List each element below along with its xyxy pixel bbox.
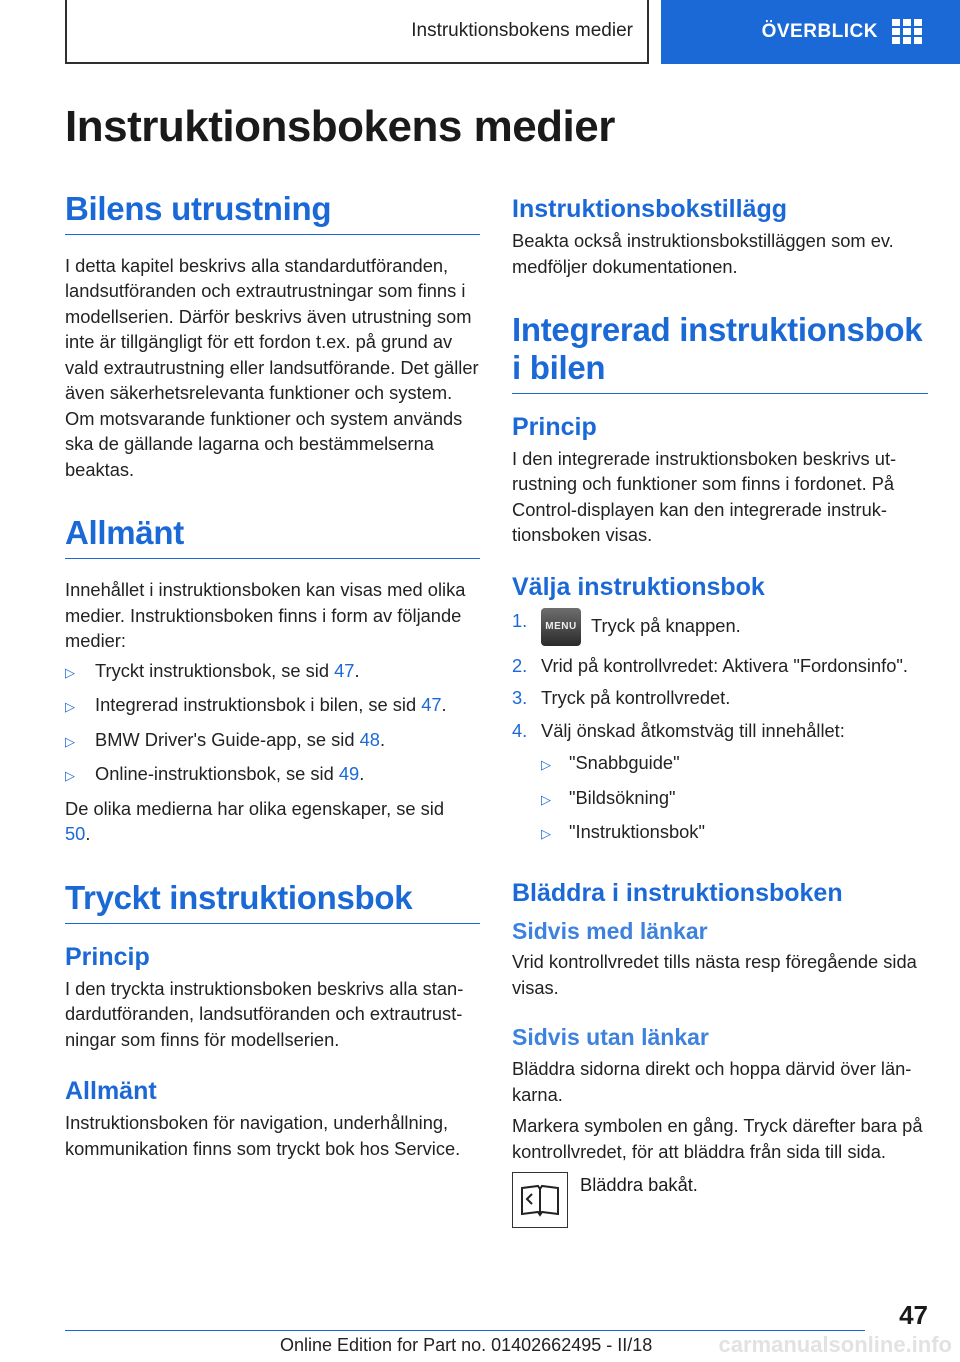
with-links-paragraph: Vrid kontrollvredet tills nästa resp föregående sida visas. <box>512 951 917 998</box>
access-options-list <box>541 750 928 847</box>
page-link[interactable]: 47 <box>421 694 442 716</box>
overview-tab[interactable] <box>661 0 960 64</box>
steps-list <box>512 608 928 744</box>
list-item: 2. Vrid på kontrollvredet: Aktivera "Fordonsinfo". <box>512 654 908 676</box>
list-item: 4. Välj önskad åtkomstväg till innehållet: <box>512 719 845 741</box>
subheading-with-links: Sidvis med länkar <box>512 917 708 944</box>
list-item: ▷ Online-instruktionsbok, se sid 49. <box>65 761 480 789</box>
list-item: 1. MENU Tryck på knappen. <box>512 608 928 646</box>
subheading-principle: Princip <box>65 942 150 971</box>
list-item: 3. Tryck på kontrollvredet. <box>512 687 731 709</box>
header-section-tab[interactable] <box>65 0 649 64</box>
grid-icon <box>892 19 922 45</box>
page-link[interactable]: 50 <box>65 823 86 845</box>
section-title-printed-manual: Tryckt instruktionsbok <box>65 879 480 924</box>
list-item: ▷ BMW Driver's Guide-app, se sid 48. <box>65 727 480 755</box>
without-links-paragraph: Bläddra sidorna direkt och hoppa därvid över länkarna. <box>512 1058 912 1105</box>
triangle-bullet-icon: ▷ <box>541 791 551 807</box>
page-link[interactable]: 48 <box>359 728 380 750</box>
list-item: ▷ Tryckt instruktionsbok, se sid 47. <box>65 658 480 686</box>
list-item: ▷ "Snabbguide" <box>541 750 928 778</box>
subheading-browse-manual: Bläddra i instruktionsboken <box>512 878 843 907</box>
printed-principle-paragraph: I den tryckta instruktionsboken beskrivs alla standardutföranden, landsutföranden och extrautrustningar som finns för modellserien. <box>65 977 464 1050</box>
triangle-bullet-icon: ▷ <box>65 664 75 680</box>
triangle-bullet-icon: ▷ <box>541 826 551 842</box>
supplement-paragraph: Beakta också instruktionsbokstilläggen som ev. medföljer dokumentationen. <box>512 230 894 277</box>
footer-divider <box>65 1330 865 1331</box>
right-column <box>512 194 928 1228</box>
printed-general-paragraph: Instruktionsboken för navigation, underhållning, kommunikation finns som tryckt bok hos Service. <box>65 1112 461 1159</box>
section-title-general: Allmänt <box>65 514 480 559</box>
subheading-general: Allmänt <box>65 1077 157 1106</box>
equipment-paragraph: I detta kapitel beskrivs alla standardutföranden, landsutföranden och extrautrustningar som finns i modellserien. Därför beskrivs även utrustning som inte är tillgängligt för ett fordon t.ex. på grund av vald extrautrustning eller landsutförande. Det gäller även säkerhetsrelevanta funktioner och system. Om motsvarande funktioner och system används ska de gällande lagarna och bestämmelserna beaktas. <box>65 254 479 480</box>
list-item: ▷ "Instruktionsbok" <box>541 819 928 847</box>
menu-button-icon: MENU <box>541 608 581 646</box>
integrated-principle-paragraph: I den integrerade instruktionsboken beskrivs utrustning och funktioner som finns i fordonet. På Control-displayen kan den integrerade instruktionsboken visas. <box>512 447 897 546</box>
general-paragraph: Innehållet i instruktionsboken kan visas med olika medier. Instruktionsboken finns i form av följande medier: <box>65 579 466 652</box>
header-section-label: Instruktionsbokens medier <box>411 20 633 41</box>
overview-tab-label: ÖVERBLICK <box>761 21 878 42</box>
triangle-bullet-icon: ▷ <box>541 757 551 773</box>
book-back-icon[interactable] <box>512 1172 568 1228</box>
triangle-bullet-icon: ▷ <box>65 768 75 784</box>
subheading-without-links: Sidvis utan länkar <box>512 1024 709 1051</box>
media-list <box>65 658 480 789</box>
footer-edition: Online Edition for Part no. 01402662495 - II/18 <box>280 1335 653 1355</box>
left-column <box>65 190 480 1161</box>
subheading-principle: Princip <box>512 412 597 441</box>
mark-symbol-paragraph: Markera symbolen en gång. Tryck därefter bara på kontrollvredet, för att bläddra från sida till sida. <box>512 1115 923 1162</box>
subheading-select-manual: Välja instruktionsbok <box>512 572 765 601</box>
page-number: 47 <box>899 1300 928 1330</box>
page-title: Instruktionsbokens medier <box>65 102 615 151</box>
section-title-equipment: Bilens utrustning <box>65 190 480 235</box>
list-item: ▷ "Bildsökning" <box>541 785 928 813</box>
page-link[interactable]: 47 <box>334 659 355 681</box>
subheading-supplement: Instruktionsbokstillägg <box>512 195 788 223</box>
page-link[interactable]: 49 <box>338 763 360 785</box>
browse-back-label: Bläddra bakåt. <box>580 1174 698 1196</box>
list-item: ▷ Integrerad instruktionsbok i bilen, se sid 47. <box>65 692 480 720</box>
triangle-bullet-icon: ▷ <box>65 699 75 715</box>
triangle-bullet-icon: ▷ <box>65 733 75 749</box>
media-properties-paragraph: De olika medierna har olika egenskaper, se sid 50. <box>65 797 445 845</box>
section-title-integrated-manual: Integrerad instruktionsbok i bilen <box>512 311 928 394</box>
footer-watermark: carmanualsonline.info <box>718 1332 952 1357</box>
browse-back-row <box>512 1172 928 1228</box>
